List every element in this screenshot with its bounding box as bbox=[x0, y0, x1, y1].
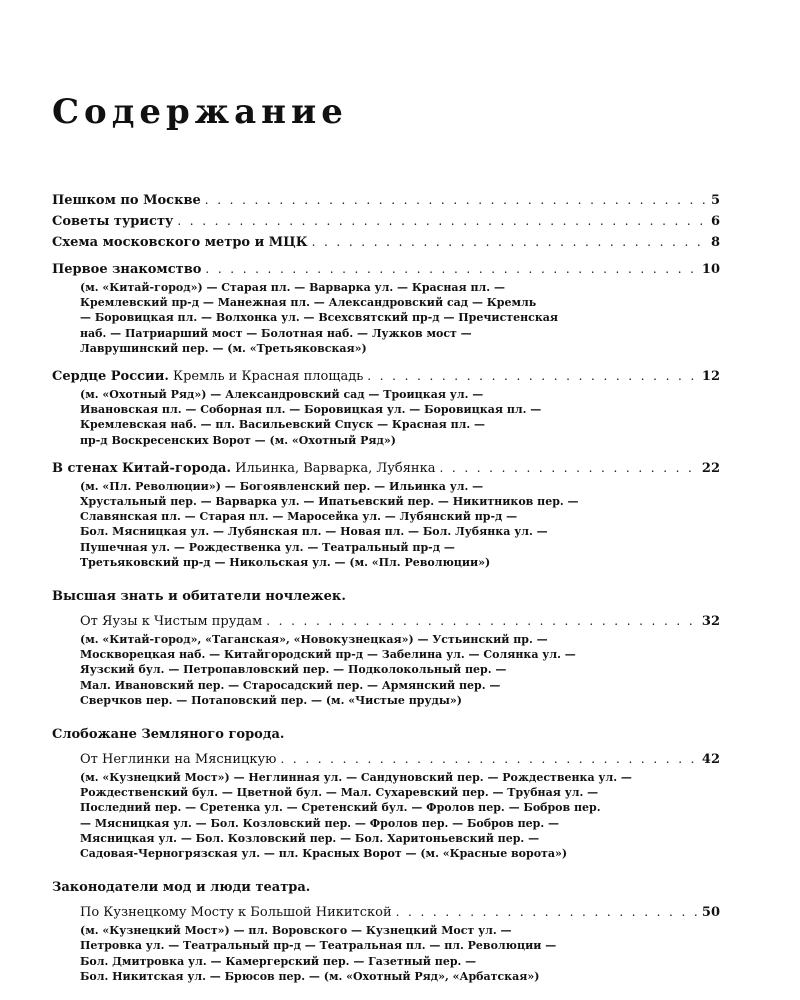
route-line: (м. «Пл. Революции») — Богоявленский пер. — Ильинка ул. — bbox=[80, 479, 484, 493]
route-description bbox=[52, 387, 720, 448]
route-line: Хрустальный пер. — Варварка ул. — Ипатьевский пер. — Никитников пер. — bbox=[80, 495, 579, 509]
route-line: Сверчков пер. — Потаповский пер. — (м. «Чистые пруды») bbox=[80, 693, 462, 707]
route-line: — Мясницкая ул. — Бол. Козловский пер. — Фролов пер. — Бобров пер. — bbox=[80, 816, 559, 830]
route-line: Мясницкая ул. — Бол. Козловский пер. — Бол. Харитоньевский пер. — bbox=[80, 831, 540, 845]
route-line: (м. «Кузнецкий Мост») — пл. Воровского — Кузнецкий Мост ул. — bbox=[80, 924, 512, 938]
route-line: Бол. Мясницкая ул. — Лубянская пл. — Новая пл. — Бол. Лубянка ул. — bbox=[80, 525, 548, 539]
route-line: Лаврушинский пер. — (м. «Третьяковская») bbox=[80, 341, 367, 355]
toc-section bbox=[52, 366, 720, 448]
table-of-contents bbox=[52, 190, 720, 984]
route-line: Кремлевский пр-д — Манежная пл. — Александровский сад — Кремль bbox=[80, 296, 537, 310]
toc-page-number: 6 bbox=[710, 214, 720, 229]
dot-leader bbox=[439, 458, 697, 479]
toc-entry[interactable] bbox=[52, 211, 720, 232]
toc-entry-label bbox=[52, 366, 363, 387]
toc-entry-label: Первое знакомство bbox=[52, 262, 202, 277]
toc-entry[interactable] bbox=[52, 611, 720, 632]
route-line: Третьяковский пр-д — Никольская ул. — (м. «Пл. Революции») bbox=[80, 555, 491, 569]
dot-leader bbox=[396, 902, 698, 923]
toc-entry-label: Пешком по Москве bbox=[52, 193, 201, 208]
toc-page-number: 22 bbox=[701, 460, 720, 476]
route-line: (м. «Охотный Ряд») — Александровский сад — Троицкая ул. — bbox=[80, 388, 484, 402]
toc-entry-label bbox=[52, 458, 435, 479]
route-description bbox=[52, 770, 720, 861]
toc-entry-label: Советы туристу bbox=[52, 214, 174, 229]
toc-entry-label: От Неглинки на Мясницкую bbox=[80, 752, 277, 768]
toc-entry-label: По Кузнецкому Мосту к Большой Никитской bbox=[80, 905, 392, 921]
toc-section bbox=[52, 458, 720, 570]
toc-entry-heading: В стенах Китай-города. bbox=[52, 460, 231, 476]
route-line: Москворецкая наб. — Китайгородский пр-д — Забелина ул. — Солянка ул. — bbox=[80, 648, 576, 662]
route-line: Пушечная ул. — Рождественка ул. — Театральный пр-д — bbox=[80, 540, 455, 554]
route-line: Кремлевская наб. — пл. Васильевский Спуск — Красная пл. — bbox=[80, 418, 486, 432]
route-line: — Боровицкая пл. — Волхонка ул. — Всехсвятский пр-д — Пречистенская bbox=[80, 311, 559, 325]
route-line: Последний пер. — Сретенка ул. — Сретенский бул. — Фролов пер. — Бобров пер. bbox=[80, 801, 601, 815]
page-title: Содержание bbox=[52, 92, 348, 132]
route-line: Яузский бул. — Петропавловский пер. — Подколокольный пер. — bbox=[80, 663, 507, 677]
route-line: (м. «Кузнецкий Мост») — Неглинная ул. — Сандуновский пер. — Рождественка ул. — bbox=[80, 771, 632, 785]
route-line: Мал. Ивановский пер. — Старосадский пер. — Армянский пер. — bbox=[80, 678, 501, 692]
toc-entry[interactable] bbox=[52, 190, 720, 211]
route-line: наб. — Патриарший мост — Болотная наб. — Лужков мост — bbox=[80, 326, 472, 340]
route-line: Садовая-Черногрязская ул. — пл. Красных Ворот — (м. «Красные ворота») bbox=[80, 847, 568, 861]
route-line: Ивановская пл. — Соборная пл. — Боровицкая ул. — Боровицкая пл. — bbox=[80, 403, 542, 417]
toc-page-number: 32 bbox=[701, 614, 720, 630]
toc-page-number: 8 bbox=[710, 235, 720, 250]
toc-entry-heading: Сердце России. bbox=[52, 369, 169, 385]
toc-entry[interactable] bbox=[52, 458, 720, 479]
route-line: (м. «Китай-город») — Старая пл. — Варварка ул. — Красная пл. — bbox=[80, 281, 505, 294]
toc-page-number: 10 bbox=[701, 262, 720, 277]
toc-page-number: 5 bbox=[710, 193, 720, 208]
toc-entry[interactable] bbox=[52, 259, 720, 280]
dot-leader bbox=[205, 259, 698, 280]
route-description bbox=[52, 923, 720, 984]
toc-group-heading: Слобожане Земляного города. bbox=[52, 727, 285, 743]
dot-leader bbox=[280, 749, 697, 770]
route-line: Рождественский бул. — Цветной бул. — Мал. Сухаревский пер. — Трубная ул. — bbox=[80, 786, 599, 800]
toc-entry[interactable] bbox=[52, 232, 720, 253]
toc-entry-subtitle: Ильинка, Варварка, Лубянка bbox=[230, 460, 436, 476]
toc-group bbox=[52, 586, 720, 708]
route-description bbox=[52, 632, 720, 708]
toc-page-number: 42 bbox=[701, 752, 720, 768]
route-line: пр-д Воскресенских Ворот — (м. «Охотный Ряд») bbox=[80, 433, 396, 447]
toc-group bbox=[52, 877, 720, 984]
toc-entry-label: Схема московского метро и МЦК bbox=[52, 235, 308, 250]
toc-page-number: 12 bbox=[701, 369, 720, 385]
toc-group-heading: Высшая знать и обитатели ночлежек. bbox=[52, 589, 346, 605]
route-line: Бол. Никитская ул. — Брюсов пер. — (м. «Охотный Ряд», «Арбатская») bbox=[80, 969, 540, 983]
dot-leader bbox=[177, 211, 707, 232]
route-line: Славянская пл. — Старая пл. — Маросейка ул. — Лубянский пр-д — bbox=[80, 510, 518, 524]
route-description bbox=[52, 280, 720, 356]
toc-group-heading: Законодатели мод и люди театра. bbox=[52, 880, 311, 896]
dot-leader bbox=[205, 190, 707, 211]
toc-entry[interactable] bbox=[52, 902, 720, 923]
toc-entry-label: От Яузы к Чистым прудам bbox=[80, 614, 263, 630]
toc-page-number: 50 bbox=[701, 905, 720, 921]
toc-entry[interactable] bbox=[52, 366, 720, 387]
route-line: (м. «Китай-город», «Таганская», «Новокузнецкая») — Устьинский пр. — bbox=[80, 633, 548, 647]
dot-leader bbox=[312, 232, 707, 253]
route-line: Петровка ул. — Театральный пр-д — Театральная пл. — пл. Революции — bbox=[80, 939, 557, 953]
route-line: Бол. Дмитровка ул. — Камергерский пер. — Газетный пер. — bbox=[80, 954, 477, 968]
dot-leader bbox=[266, 611, 698, 632]
toc-entry[interactable] bbox=[52, 749, 720, 770]
route-description bbox=[52, 479, 720, 570]
toc-group bbox=[52, 724, 720, 861]
toc-section bbox=[52, 259, 720, 356]
toc-entry-subtitle: Кремль и Красная площадь bbox=[168, 369, 364, 385]
dot-leader bbox=[367, 366, 698, 387]
